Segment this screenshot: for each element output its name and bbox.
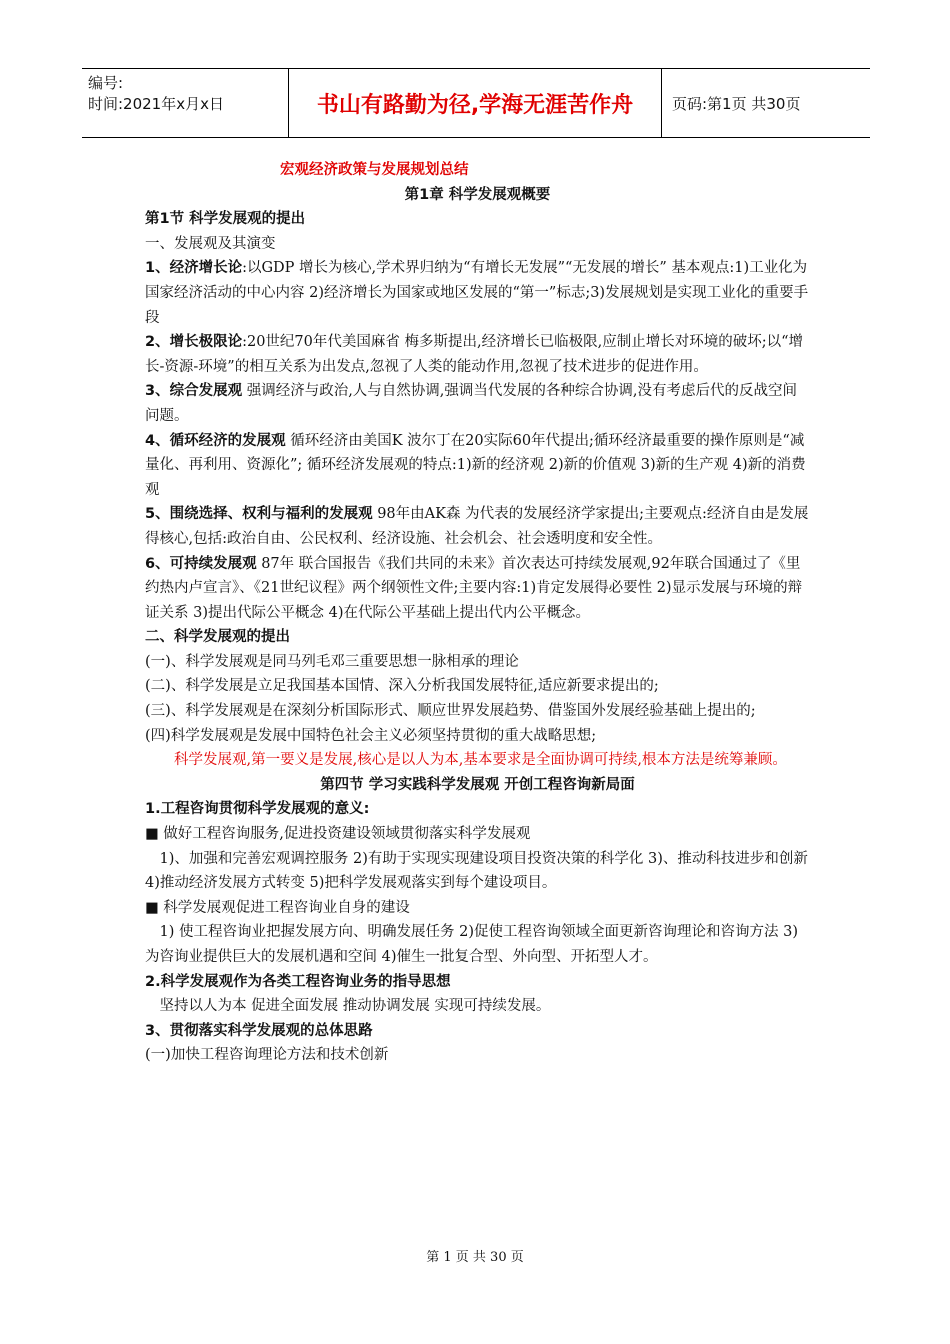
item-3-text: 强调经济与政治,人与自然协调,强调当代发展的各种综合协调,没有考虑后代的反战空间问题。 <box>145 383 798 424</box>
header-motto: 书山有路勤为径,学海无涯苦作舟 <box>289 69 662 137</box>
bullet-1: ■ 做好工程咨询服务,促进投资建设领域贯彻落实科学发展观 <box>145 826 531 843</box>
item-2 <box>145 330 810 379</box>
number-label: 编号: <box>88 74 124 92</box>
page-footer: 第 1 页 共 30 页 <box>426 1250 524 1265</box>
document-title: 宏观经济政策与发展规划总结 <box>280 162 469 178</box>
item-4-head: 4、循环经济的发展观 <box>145 432 286 449</box>
point-3: (三)、科学发展观是在深刻分析国际形式、顺应世界发展趋势、借鉴国外发展经验基础上提出的; <box>145 703 756 720</box>
item-6 <box>145 552 810 626</box>
item-2-head: 2、增长极限论 <box>145 334 243 351</box>
item-4 <box>145 429 810 503</box>
subheading-2: 二、科学发展观的提出 <box>145 629 290 646</box>
item-2-text: :20世纪70年代美国麻省 梅多斯提出,经济增长已临极限,应制止增长对环境的破坏;以“增长-资源-环境”的相互关系为出发点,忽视了人类的能动作用,忽视了技术进步的促进作用。 <box>145 334 804 375</box>
page-header <box>82 68 870 138</box>
item-4-text: 循环经济由美国K 波尔丁在20实际60年代提出;循环经济最重要的操作原则是“减量化、再利用、资源化”; 循环经济发展观的特点:1)新的经济观 2)新的价值观 3)新的生产观 4)新的消费观 <box>145 432 806 498</box>
item-5-text: 98年由AK森 为代表的发展经济学家提出;主要观点:经济自由是发展得核心,包括:政治自由、公民权利、经济设施、社会机会、社会透明度和安全性。 <box>145 506 809 547</box>
item-5-head: 5、围绕选择、权利与福利的发展观 <box>145 506 373 523</box>
time-label: 时间:2021年x月x日 <box>88 95 224 113</box>
item-1-text: :以GDP 增长为核心,学术界归纳为“有增长无发展”“无发展的增长” 基本观点:1)工业化为国家经济活动的中心内容 2)经济增长为国家或地区发展的“第一”标志;3)发展规划是实现工业化的重要手段 <box>145 260 809 326</box>
point-4: (四)科学发展观是发展中国特色社会主义必须坚持贯彻的重大战略思想; <box>145 727 597 744</box>
document-body <box>145 158 810 1068</box>
section-4-heading-3: 3、贯彻落实科学发展观的总体思路 <box>145 1022 373 1039</box>
section-4-heading-3-text: (一)加快工程咨询理论方法和技术创新 <box>145 1047 389 1064</box>
section-4-heading-2-text: 坚持以人为本 促进全面发展 推动协调发展 实现可持续发展。 <box>159 998 551 1015</box>
chapter-title: 第1章 科学发展观概要 <box>404 186 551 203</box>
header-meta <box>82 69 289 137</box>
item-3-head: 3、综合发展观 <box>145 383 243 400</box>
bullet-1-text: 1)、加强和完善宏观调控服务 2)有助于实现实现建设项目投资决策的科学化 3)、推动科技进步和创新 4)推动经济发展方式转变 5)把科学发展观落实到每个建设项目。 <box>145 850 808 892</box>
item-1-head: 1、经济增长论 <box>145 260 243 277</box>
item-1 <box>145 256 810 330</box>
subheading-1: 一、发展观及其演变 <box>145 235 276 252</box>
item-5 <box>145 502 810 551</box>
section-4-title: 第四节 学习实践科学发展观 开创工程咨询新局面 <box>320 776 635 793</box>
red-summary: 科学发展观,第一要义是发展,核心是以人为本,基本要求是全面协调可持续,根本方法是统筹兼顾。 <box>174 752 787 769</box>
section-1-title: 第1节 科学发展观的提出 <box>145 211 306 228</box>
item-6-head: 6、可持续发展观 <box>145 555 257 572</box>
section-4-heading-1: 1.工程咨询贯彻科学发展观的意义: <box>145 801 370 818</box>
bullet-2: ■ 科学发展观促进工程咨询业自身的建设 <box>145 899 410 916</box>
header-page-label: 页码:第1页 共30页 <box>672 94 801 113</box>
item-3 <box>145 379 810 428</box>
item-6-text: 87年 联合国报告《我们共同的未来》首次表达可持续发展观,92年联合国通过了《里约热内卢宣言》、《21世纪议程》两个纲领性文件;主要内容:1)肯定发展得必要性 2)显示发展与环境的辩证关系 3)提出代际公平概念 4)在代际公平基础上提出代内公平概念。 <box>145 555 803 621</box>
section-4-heading-2: 2.科学发展观作为各类工程咨询业务的指导思想 <box>145 973 451 990</box>
point-2: (二)、科学发展是立足我国基本国情、深入分析我国发展特征,适应新要求提出的; <box>145 678 659 695</box>
bullet-2-text: 1) 使工程咨询业把握发展方向、明确发展任务 2)促使工程咨询领域全面更新咨询理论和咨询方法 3)为咨询业提供巨大的发展机遇和空间 4)催生一批复合型、外向型、开拓型人才。 <box>145 924 798 965</box>
point-1: (一)、科学发展观是同马列毛邓三重要思想一脉相承的理论 <box>145 653 519 670</box>
